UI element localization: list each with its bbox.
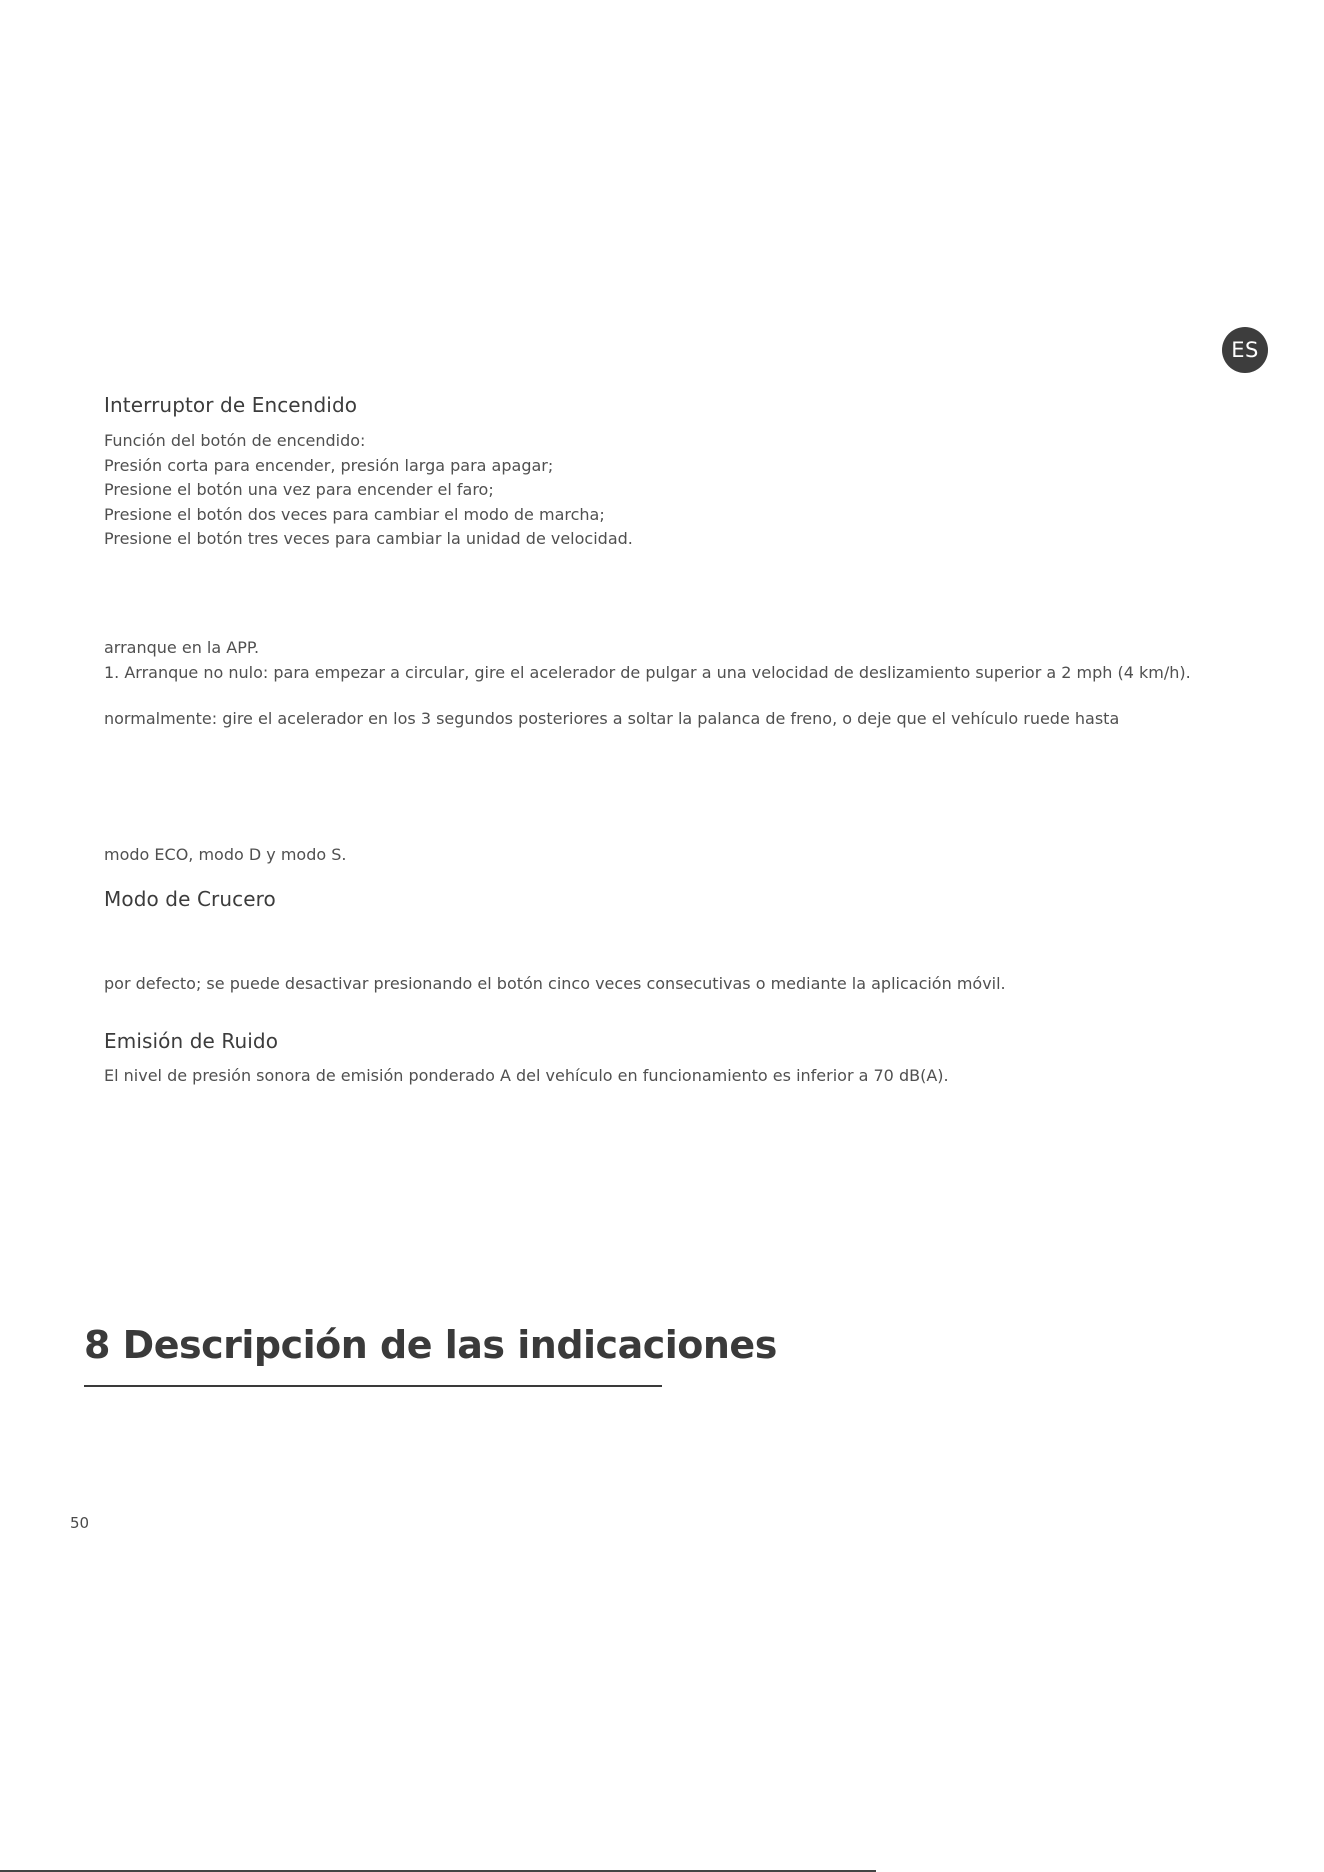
power-switch-line: Función del botón de encendido: xyxy=(104,431,366,450)
cruise-heading: Modo de Crucero xyxy=(104,887,276,911)
power-switch-line: Presione el botón dos veces para cambiar el modo de marcha; xyxy=(104,504,605,524)
noise-heading: Emisión de Ruido xyxy=(104,1029,279,1053)
start-line: arranque en la APP. xyxy=(104,638,260,657)
noise-line: El nivel de presión sonora de emisión ponderado A del vehículo en funcionamiento es inferior a 70 dB(A). xyxy=(104,1066,949,1085)
power-switch-heading: Interruptor de Encendido xyxy=(104,393,358,417)
section-title: 8 Descripción de las indicaciones xyxy=(84,1323,777,1367)
power-switch-line: Presión corta para encender, presión larga para apagar; xyxy=(104,455,554,475)
power-switch-text xyxy=(104,429,633,552)
section-title-underline xyxy=(84,1385,662,1387)
language-badge: ES xyxy=(1222,327,1268,373)
modes-line: modo ECO, modo D y modo S. xyxy=(104,845,347,864)
cruise-line: por defecto; se puede desactivar presionando el botón cinco veces consecutivas o mediante la aplicación móvil. xyxy=(104,974,1006,993)
power-switch-line: Presione el botón tres veces para cambiar la unidad de velocidad. xyxy=(104,529,633,548)
start-text xyxy=(104,636,1191,685)
page-number: 50 xyxy=(70,1514,90,1532)
power-switch-line: Presione el botón una vez para encender el faro; xyxy=(104,480,494,499)
start-line: 1. Arranque no nulo: para empezar a circular, gire el acelerador de pulgar a una velocidad de deslizamiento superior a 2 mph (4 km/h). xyxy=(104,662,1191,682)
start-line-2: normalmente: gire el acelerador en los 3 segundos posteriores a soltar la palanca de freno, o deje que el vehículo ruede hasta xyxy=(104,709,1120,728)
